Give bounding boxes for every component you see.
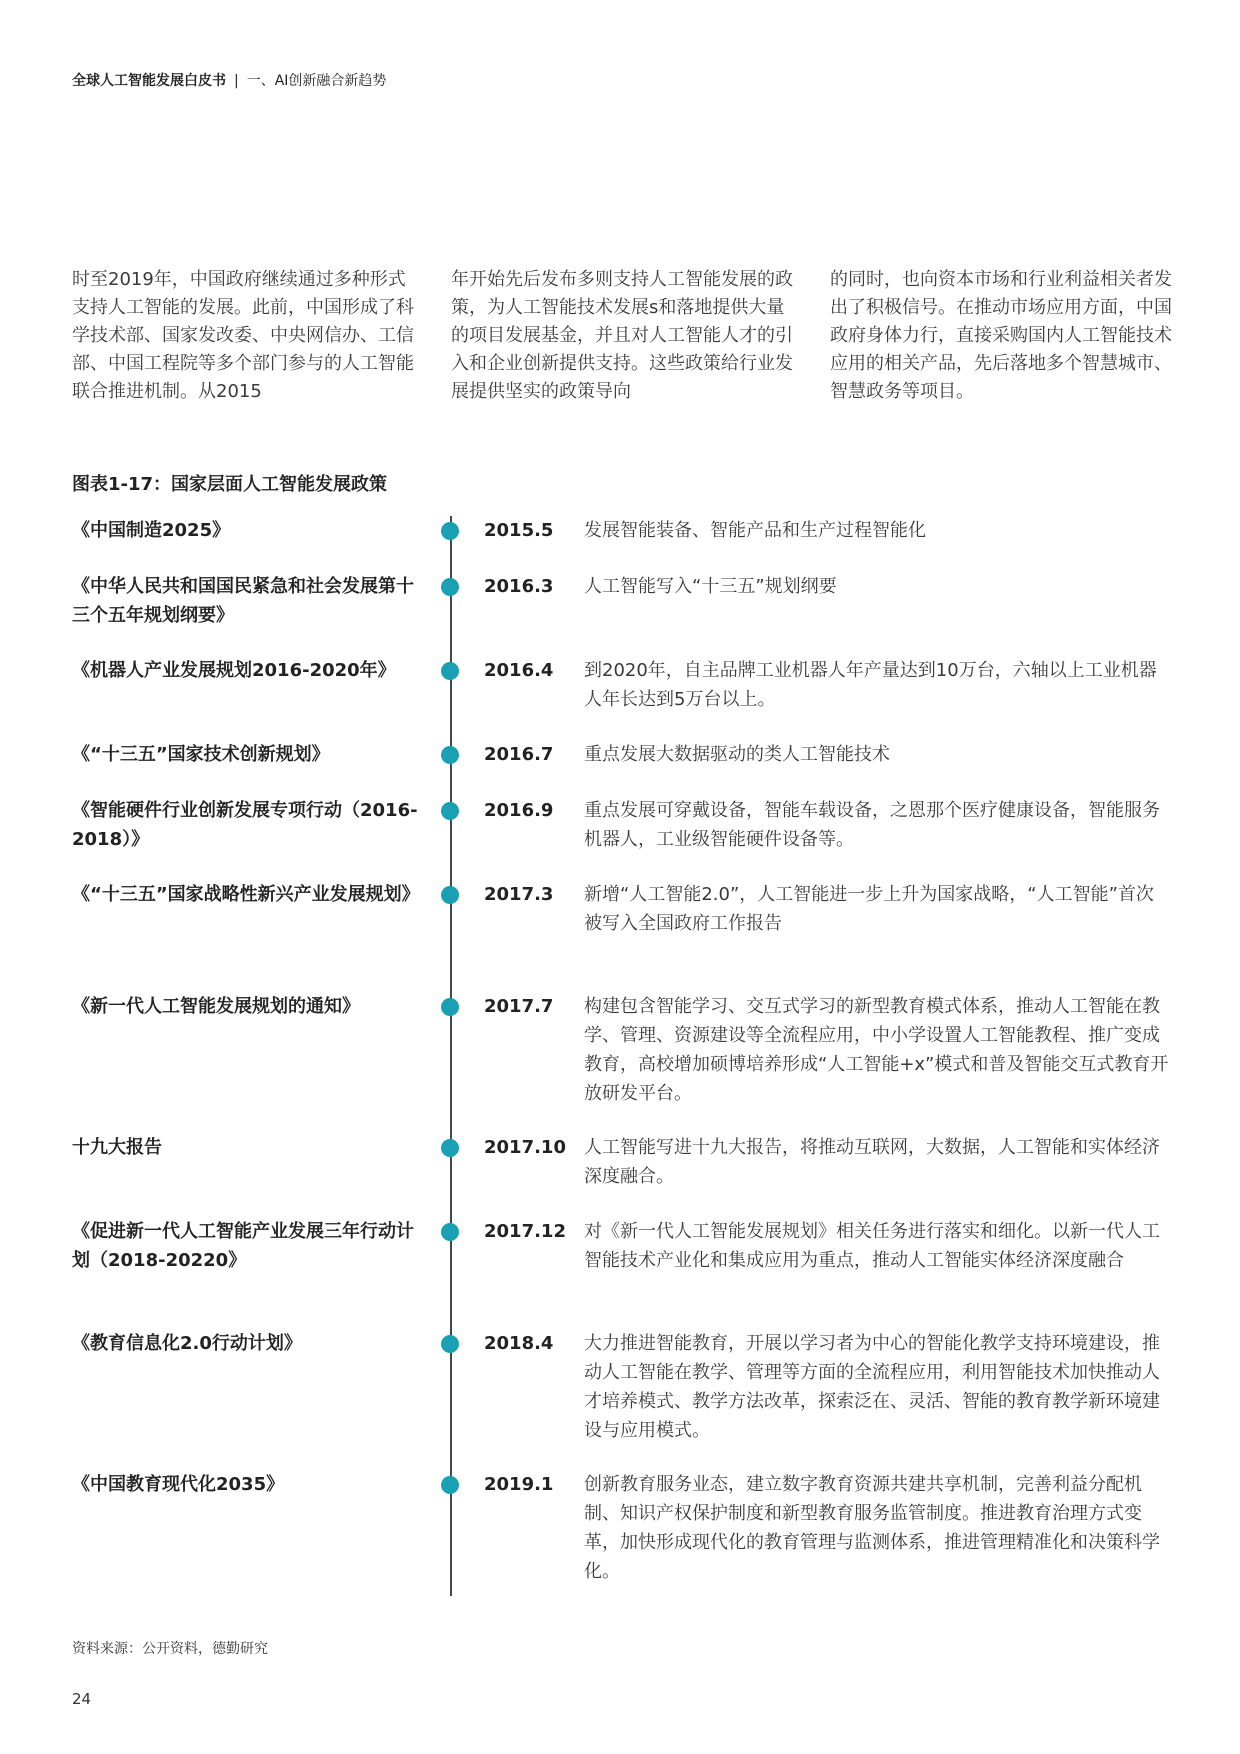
policy-description: 新增“人工智能2.0”，人工智能进一步上升为国家战略，“人工智能”首次被写入全国政府工作报告	[584, 884, 1154, 934]
policy-name: 十九大报告	[72, 1137, 162, 1158]
page-number: 24	[72, 1690, 92, 1708]
policy-description: 重点发展可穿戴设备，智能车载设备，之恩那个医疗健康设备，智能服务机器人，工业级智能硬件设备等。	[584, 800, 1160, 850]
timeline-dot	[441, 1223, 459, 1241]
policy-name: 《智能硬件行业创新发展专项行动（2016-2018）》	[72, 800, 418, 850]
source-note: 资料来源：公开资料，德勤研究	[72, 1641, 268, 1657]
policy-name: 《中国教育现代化2035》	[72, 1474, 285, 1495]
policy-name: 《“十三五”国家技术创新规划》	[72, 744, 330, 765]
header-divider: |	[234, 73, 239, 89]
policy-description: 大力推进智能教育，开展以学习者为中心的智能化教学支持环境建设，推动人工智能在教学、管理等方面的全流程应用，利用智能技术加快推动人才培养模式、教学方法改革，探索泛在、灵活、智能的教育教学新环境建设与应用模式。	[584, 1333, 1160, 1441]
page-header	[72, 70, 386, 90]
policy-date: 2016.9	[484, 800, 554, 821]
intro-column-1: 时至2019年，中国政府继续通过多种形式支持人工智能的发展。此前，中国形成了科学技术部、国家发改委、中央网信办、工信部、中国工程院等多个部门参与的人工智能联合推进机制。从2015	[72, 269, 414, 402]
policy-name: 《中国制造2025》	[72, 520, 231, 541]
policy-description: 到2020年，自主品牌工业机器人年产量达到10万台，六轴以上工业机器人年长达到5万台以上。	[584, 660, 1157, 710]
timeline-dot	[441, 662, 459, 680]
policy-date: 2017.3	[484, 884, 554, 905]
policy-name: 《“十三五”国家战略性新兴产业发展规划》	[72, 884, 420, 905]
timeline-dot	[441, 522, 459, 540]
policy-name: 《机器人产业发展规划2016-2020年》	[72, 660, 396, 681]
policy-date: 2016.4	[484, 660, 554, 681]
intro-column-3: 的同时，也向资本市场和行业利益相关者发出了积极信号。在推动市场应用方面，中国政府身体力行，直接采购国内人工智能技术应用的相关产品，先后落地多个智慧城市、智慧政务等项目。	[830, 269, 1172, 402]
figure-title: 图表1-17：国家层面人工智能发展政策	[72, 474, 388, 495]
timeline-dot	[441, 886, 459, 904]
section-title: 一、AI创新融合新趋势	[246, 73, 387, 89]
timeline-dot	[441, 802, 459, 820]
timeline-dot	[441, 1335, 459, 1353]
document-title: 全球人工智能发展白皮书	[72, 73, 226, 89]
policy-date: 2016.7	[484, 744, 554, 765]
policy-description: 对《新一代人工智能发展规划》相关任务进行落实和细化。以新一代人工智能技术产业化和集成应用为重点，推动人工智能实体经济深度融合	[584, 1221, 1160, 1271]
policy-name: 《中华人民共和国国民紧急和社会发展第十三个五年规划纲要》	[72, 576, 414, 626]
policy-name: 《教育信息化2.0行动计划》	[72, 1333, 302, 1354]
timeline-dot	[441, 746, 459, 764]
policy-description: 创新教育服务业态，建立数字教育资源共建共享机制，完善利益分配机制、知识产权保护制度和新型教育服务监管制度。推进教育治理方式变革，加快形成现代化的教育管理与监测体系，推进管理精准化和决策科学化。	[584, 1474, 1160, 1582]
policy-date: 2017.7	[484, 996, 554, 1017]
policy-name: 《新一代人工智能发展规划的通知》	[72, 996, 360, 1017]
policy-description: 发展智能装备、智能产品和生产过程智能化	[584, 520, 926, 541]
policy-date: 2016.3	[484, 576, 554, 597]
policy-description: 构建包含智能学习、交互式学习的新型教育模式体系，推动人工智能在教学、管理、资源建设等全流程应用，中小学设置人工智能教程、推广变成教育，高校增加硕博培养形成“人工智能+x”模式和普及智能交互式教育开放研发平台。	[584, 996, 1169, 1104]
timeline-dot	[441, 998, 459, 1016]
policy-description: 人工智能写进十九大报告，将推动互联网，大数据，人工智能和实体经济深度融合。	[584, 1137, 1160, 1187]
timeline-dot	[441, 1139, 459, 1157]
intro-column-2: 年开始先后发布多则支持人工智能发展的政策，为人工智能技术发展s和落地提供大量的项目发展基金，并且对人工智能人才的引入和企业创新提供支持。这些政策给行业发展提供坚实的政策导向	[451, 269, 793, 402]
policy-description: 人工智能写入“十三五”规划纲要	[584, 576, 837, 597]
policy-description: 重点发展大数据驱动的类人工智能技术	[584, 744, 890, 765]
policy-date: 2017.12	[484, 1221, 566, 1242]
policy-date: 2019.1	[484, 1474, 554, 1495]
policy-name: 《促进新一代人工智能产业发展三年行动计划（2018-20220》	[72, 1221, 414, 1271]
policy-date: 2017.10	[484, 1137, 566, 1158]
timeline-dot	[441, 578, 459, 596]
policy-date: 2015.5	[484, 520, 554, 541]
policy-date: 2018.4	[484, 1333, 554, 1354]
timeline-dot	[441, 1476, 459, 1494]
